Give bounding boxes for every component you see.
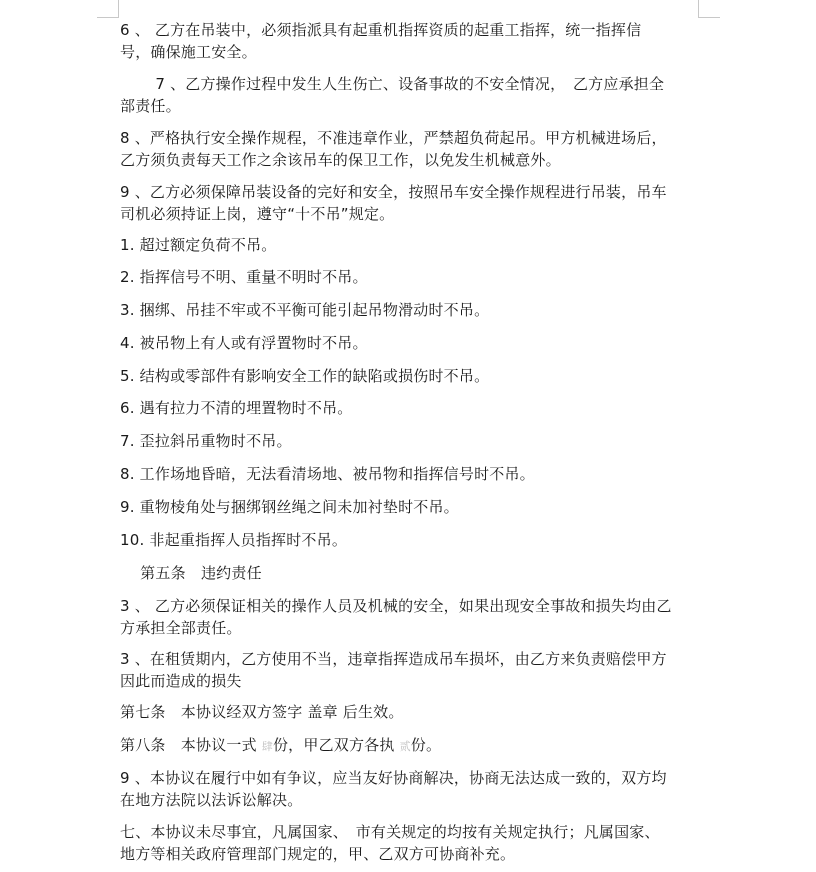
text-segment: 份。 xyxy=(410,736,442,754)
text-line: 号，确保施工安全。 xyxy=(120,43,257,61)
liability-clause-1 xyxy=(120,595,700,639)
text-segment: 份，甲乙双方各执 xyxy=(272,736,400,754)
text-line: 6. 遇有拉力不清的埋置物时不吊。 xyxy=(120,399,353,417)
list-item xyxy=(120,332,700,354)
clause-9 xyxy=(120,181,700,225)
list-item xyxy=(120,463,700,485)
clause-8 xyxy=(120,127,700,171)
copy-count-faint: 贰 xyxy=(399,740,411,753)
text-line: 乙方须负责每天工作之余该吊车的保卫工作，以免发生机械意外。 xyxy=(120,151,561,169)
text-line: 7 、乙方操作过程中发生人生伤亡、设备事故的不安全情况， 乙方应承担全 xyxy=(120,75,665,93)
text-line: 第五条 违约责任 xyxy=(120,564,262,582)
list-item xyxy=(120,299,700,321)
list-item xyxy=(120,529,700,551)
text-line: 3 、 乙方必须保证相关的操作人员及机械的安全，如果出现安全事故和损失均由乙 xyxy=(120,597,672,615)
crop-mark-right xyxy=(698,17,720,18)
text-line: 1. 超过额定负荷不吊。 xyxy=(120,236,277,254)
misc-clause xyxy=(120,821,700,865)
text-line: 部责任。 xyxy=(120,97,181,115)
crop-mark-left xyxy=(97,17,119,18)
list-item xyxy=(120,496,700,518)
liability-clause-2 xyxy=(120,648,700,692)
dispute-clause xyxy=(120,767,700,811)
text-segment: 第八条 本协议一式 xyxy=(120,736,262,754)
list-item xyxy=(120,234,700,256)
text-line: 8 、严格执行安全操作规程，不准违章作业，严禁超负荷起吊。甲方机械进场后， xyxy=(120,129,667,147)
clause-6 xyxy=(120,19,700,63)
text-line: 方承担全部责任。 xyxy=(120,619,242,637)
article-8 xyxy=(120,734,700,758)
article-7 xyxy=(120,701,700,723)
copy-count-faint: 肆 xyxy=(261,740,273,753)
text-line: 5. 结构或零部件有影响安全工作的缺陷或损伤时不吊。 xyxy=(120,367,490,385)
text-line: 因此而造成的损失 xyxy=(120,672,242,690)
text-line: 8. 工作场地昏暗，无法看清场地、被吊物和指挥信号时不吊。 xyxy=(120,465,535,483)
section-heading xyxy=(120,562,700,584)
text-line: 3 、在租赁期内，乙方使用不当，违章指挥造成吊车损坏，由乙方来负责赔偿甲方 xyxy=(120,650,667,668)
text-line: 在地方法院以法诉讼解决。 xyxy=(120,791,303,809)
text-line: 9 、乙方必须保障吊装设备的完好和安全，按照吊车安全操作规程进行吊装，吊车 xyxy=(120,183,667,201)
text-line: 10. 非起重指挥人员指挥时不吊。 xyxy=(120,531,348,549)
text-line: 七、本协议未尽事宜，凡属国家、 市有关规定的均按有关规定执行；凡属国家、 xyxy=(120,823,660,841)
list-item xyxy=(120,266,700,288)
text-line: 7. 歪拉斜吊重物时不吊。 xyxy=(120,432,292,450)
text-line: 6 、 乙方在吊装中，必须指派具有起重机指挥资质的起重工指挥，统一指挥信 xyxy=(120,21,642,39)
text-line xyxy=(120,734,700,758)
list-item xyxy=(120,430,700,452)
text-line: 4. 被吊物上有人或有浮置物时不吊。 xyxy=(120,334,368,352)
text-line: 地方等相关政府管理部门规定的，甲、乙双方可协商补充。 xyxy=(120,845,516,863)
list-item xyxy=(120,397,700,419)
text-line: 2. 指挥信号不明、重量不明时不吊。 xyxy=(120,268,368,286)
text-line: 3. 捆绑、吊挂不牢或不平衡可能引起吊物滑动时不吊。 xyxy=(120,301,490,319)
text-line: 第七条 本协议经双方签字 盖章 后生效。 xyxy=(120,703,404,721)
text-line: 9 、本协议在履行中如有争议，应当友好协商解决，协商无法达成一致的，双方均 xyxy=(120,769,667,787)
text-line: 司机必须持证上岗，遵守“十不吊”规定。 xyxy=(120,205,395,223)
clause-7 xyxy=(120,73,700,117)
crop-mark-left-vertical xyxy=(118,0,119,18)
text-line: 9. 重物棱角处与捆绑钢丝绳之间未加衬垫时不吊。 xyxy=(120,498,459,516)
crop-mark-right-vertical xyxy=(698,0,699,18)
list-item xyxy=(120,365,700,387)
